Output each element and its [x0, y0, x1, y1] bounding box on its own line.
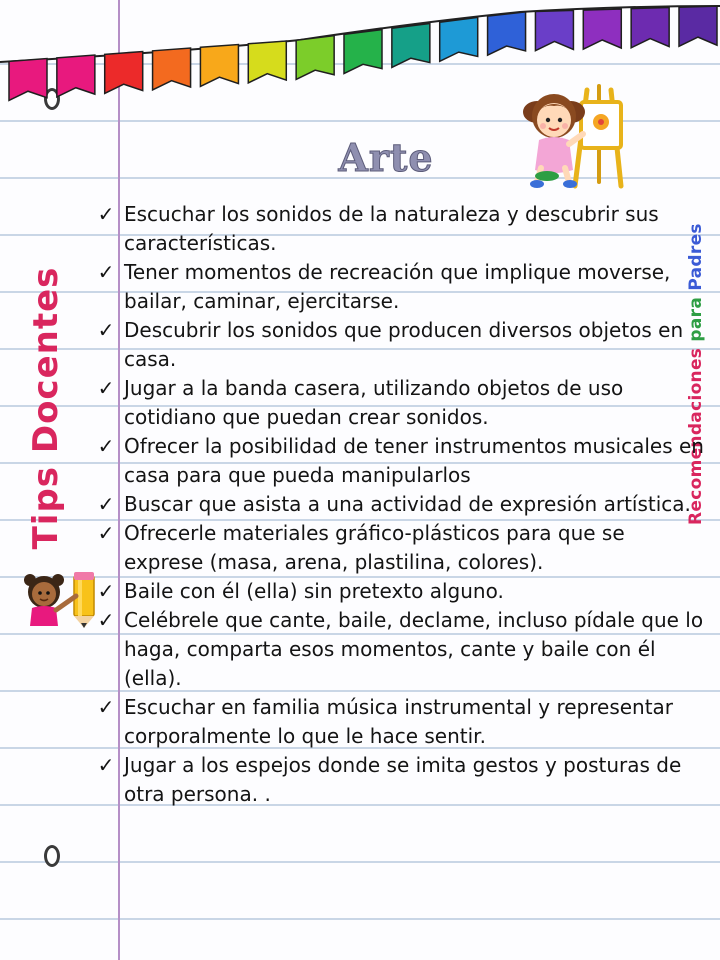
tip-item: [90, 258, 710, 316]
tip-item: [90, 577, 710, 606]
bunting-flag: [679, 6, 717, 46]
tip-text: Escuchar en familia música instrumental y representar corporalmente lo que le hace sentir.: [124, 695, 674, 748]
bunting-flag: [153, 48, 191, 90]
tips-list: [90, 200, 710, 809]
bunting-flag: [488, 12, 526, 55]
painter-girl-illustration: [515, 82, 633, 192]
tip-item: [90, 432, 710, 490]
checkmark-icon: ✓: [97, 376, 115, 400]
bunting-flag: [631, 8, 669, 48]
checkmark-icon: ✓: [97, 695, 115, 719]
bunting-flag: [200, 45, 238, 87]
checkmark-icon: ✓: [97, 608, 115, 632]
child-icon: [24, 574, 64, 626]
checkmark-icon: ✓: [97, 260, 115, 284]
tips-docentes-vertical-title: Tips Docentes: [26, 266, 66, 550]
bunting-flag: [57, 55, 95, 97]
tip-text: Escuchar los sonidos de la naturaleza y descubrir sus características.: [124, 202, 659, 255]
tip-item: [90, 374, 710, 432]
binder-hole: [44, 845, 60, 867]
tip-text: Tener momentos de recreación que implique moverse, bailar, caminar, ejercitarse.: [124, 260, 671, 313]
tip-item: [90, 490, 710, 519]
bunting-flag: [9, 59, 47, 101]
checkmark-icon: ✓: [97, 521, 115, 545]
tip-item: [90, 316, 710, 374]
subtitle-part: Recomendaciones: [686, 347, 706, 525]
tip-item: [90, 693, 710, 751]
subtitle-part: para: [686, 296, 706, 342]
bunting-flag: [296, 36, 334, 80]
checkmark-icon: ✓: [97, 579, 115, 603]
checkmark-icon: ✓: [97, 492, 115, 516]
tip-text: Descubrir los sonidos que producen diversos objetos en casa.: [124, 318, 684, 371]
tip-item: [90, 751, 710, 809]
checkmark-icon: ✓: [97, 202, 115, 226]
tip-text: Jugar a la banda casera, utilizando objetos de uso cotidiano que puedan crear sonidos.: [124, 376, 624, 429]
tip-item: [90, 200, 710, 258]
tip-item: [90, 606, 710, 693]
tip-text: Buscar que asista a una actividad de expresión artística.: [124, 492, 691, 516]
tip-text: Jugar a los espejos donde se imita gestos y posturas de otra persona. .: [124, 753, 682, 806]
page-title: Arte: [338, 135, 434, 180]
checkmark-icon: ✓: [97, 318, 115, 342]
tip-text: Baile con él (ella) sin pretexto alguno.: [124, 579, 504, 603]
subtitle-part: Padres: [686, 223, 706, 291]
tip-text: Ofrecerle materiales gráfico-plásticos para que se exprese (masa, arena, plastilina, colores).: [124, 521, 625, 574]
tip-item: [90, 519, 710, 577]
tip-text: Celébrele que cante, baile, declame, incluso pídale que lo haga, comparta esos momentos, cante y baile con él (ella).: [124, 608, 704, 690]
checkmark-icon: ✓: [97, 753, 115, 777]
bunting-flag: [248, 41, 286, 83]
bunting-flag: [440, 17, 478, 61]
bunting-flag: [392, 23, 430, 67]
bunting-flag: [535, 10, 573, 50]
tip-text: Ofrecer la posibilidad de tener instrumentos musicales en casa para que pueda manipularlos: [124, 434, 704, 487]
bunting-flag: [583, 9, 621, 49]
bunting-flag: [344, 30, 382, 74]
bunting-flag: [105, 52, 143, 94]
checkmark-icon: ✓: [97, 434, 115, 458]
